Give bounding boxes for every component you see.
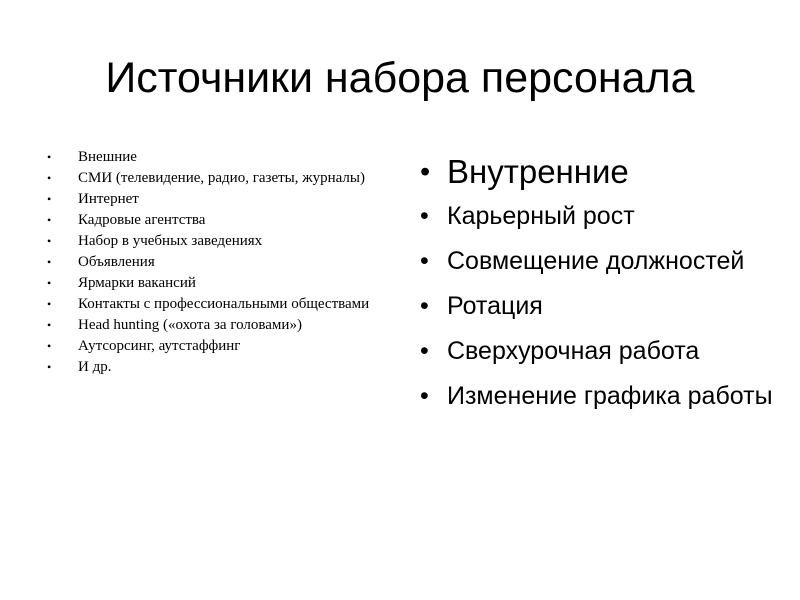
list-item-label: Набор в учебных заведениях — [78, 233, 263, 249]
bullet-icon: • — [420, 292, 429, 320]
bullet-icon: • — [47, 213, 52, 227]
list-item — [420, 199, 780, 234]
bullet-icon: • — [47, 360, 52, 374]
list-item — [44, 254, 374, 271]
list-item-label: Контакты с профессиональными обществами — [78, 296, 370, 312]
list-item-label: СМИ (телевидение, радио, газеты, журналы) — [78, 170, 365, 186]
list-item — [44, 149, 374, 166]
bullet-icon: • — [420, 247, 429, 275]
list-item — [420, 244, 780, 279]
slide-title: Источники набора персонала — [105, 54, 695, 102]
internal-sources-list — [420, 150, 780, 424]
list-item — [44, 359, 374, 376]
list-item-label: И др. — [78, 359, 112, 375]
external-sources-list — [44, 149, 374, 380]
list-item — [44, 275, 374, 292]
bullet-icon: • — [47, 318, 52, 332]
bullet-icon: • — [47, 234, 52, 248]
bullet-icon: • — [47, 297, 52, 311]
list-item — [420, 150, 780, 194]
list-item — [44, 233, 374, 250]
list-item — [44, 170, 374, 187]
list-item — [44, 212, 374, 229]
list-item-label: Ярмарки вакансий — [78, 275, 196, 291]
bullet-icon: • — [47, 171, 52, 185]
bullet-icon: • — [47, 192, 52, 206]
list-item-label: Внешние — [78, 149, 137, 165]
bullet-icon: • — [47, 255, 52, 269]
list-item-label: Аутсорсинг, аутстаффинг — [78, 338, 241, 354]
bullet-icon: • — [420, 202, 429, 230]
list-item — [44, 191, 374, 208]
bullet-icon: • — [47, 150, 52, 164]
list-item — [44, 317, 374, 334]
list-item — [420, 289, 780, 324]
bullet-icon: • — [47, 339, 52, 353]
list-item — [44, 296, 374, 313]
bullet-icon: • — [420, 156, 431, 188]
list-item-label: Кадровые агентства — [78, 212, 206, 228]
list-item — [420, 379, 780, 414]
list-item-label: Изменение графика работы — [447, 382, 773, 410]
list-item-label: Ротация — [447, 292, 543, 320]
list-item-label: Объявления — [78, 254, 155, 270]
bullet-icon: • — [420, 337, 429, 365]
list-item-label: Карьерный рост — [447, 202, 635, 230]
list-item-label: Интернет — [78, 191, 139, 207]
list-item-label: Head hunting («охота за головами») — [78, 317, 302, 333]
list-item-label: Сверхурочная работа — [447, 337, 700, 365]
bullet-icon: • — [47, 276, 52, 290]
list-item — [420, 334, 780, 369]
list-item-label: Совмещение должностей — [447, 247, 745, 275]
bullet-icon: • — [420, 382, 429, 410]
list-item-label: Внутренние — [447, 153, 629, 190]
list-item — [44, 338, 374, 355]
